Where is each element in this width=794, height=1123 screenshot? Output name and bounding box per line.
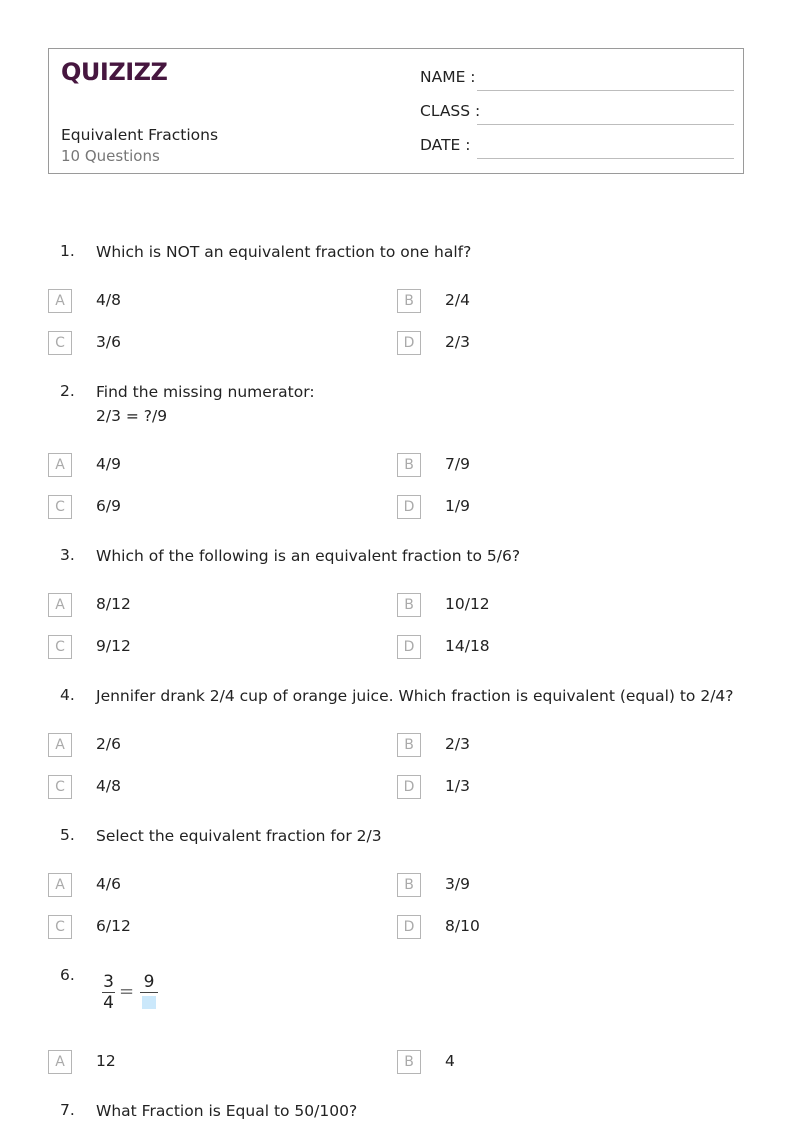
question-line: Which of the following is an equivalent fraction to 5/6?: [96, 547, 521, 565]
name-line[interactable]: [477, 90, 734, 91]
answer-option[interactable]: [397, 733, 697, 757]
option-text: 2/4: [445, 291, 470, 309]
date-field[interactable]: [420, 136, 734, 156]
question-text: [96, 240, 471, 264]
question-line: Find the missing numerator:: [96, 383, 315, 401]
option-letter: A: [48, 289, 72, 313]
option-text: 14/18: [445, 637, 490, 655]
option-text: 4/6: [96, 875, 121, 893]
option-text: 6/12: [96, 917, 131, 935]
question-text: [96, 544, 520, 568]
question-number: 2.: [60, 382, 75, 400]
answer-option[interactable]: [48, 453, 348, 477]
answer-option[interactable]: [48, 593, 348, 617]
option-letter: B: [397, 1050, 421, 1074]
fraction-bar: [140, 992, 158, 993]
option-letter: A: [48, 1050, 72, 1074]
class-field[interactable]: [420, 102, 734, 122]
fraction-denominator: 4: [103, 993, 114, 1013]
question-number: 5.: [60, 826, 75, 844]
question-text: [96, 1099, 357, 1123]
answer-option[interactable]: [397, 495, 697, 519]
answer-option[interactable]: [48, 495, 348, 519]
answer-option[interactable]: [48, 289, 348, 313]
worksheet-header: [48, 48, 744, 174]
question-text: [96, 684, 734, 708]
option-text: 12: [96, 1052, 116, 1070]
option-text: 2/3: [445, 333, 470, 351]
option-text: 3/6: [96, 333, 121, 351]
option-letter: A: [48, 453, 72, 477]
answer-option[interactable]: [397, 915, 697, 939]
option-text: 4/8: [96, 777, 121, 795]
option-text: 1/3: [445, 777, 470, 795]
equals-sign: =: [119, 981, 135, 1002]
question-text: [96, 380, 315, 428]
option-text: 3/9: [445, 875, 470, 893]
answer-option[interactable]: [48, 635, 348, 659]
option-text: 4: [445, 1052, 455, 1070]
answer-option[interactable]: [397, 635, 697, 659]
option-letter: C: [48, 495, 72, 519]
option-text: 6/9: [96, 497, 121, 515]
question-number: 4.: [60, 686, 75, 704]
answer-option[interactable]: [397, 593, 697, 617]
date-line[interactable]: [477, 158, 734, 159]
option-letter: A: [48, 593, 72, 617]
option-text: 2/6: [96, 735, 121, 753]
option-text: 8/12: [96, 595, 131, 613]
question-number: 1.: [60, 242, 75, 260]
option-letter: B: [397, 289, 421, 313]
option-text: 7/9: [445, 455, 470, 473]
option-text: 2/3: [445, 735, 470, 753]
option-letter: A: [48, 873, 72, 897]
answer-option[interactable]: [48, 733, 348, 757]
option-letter: B: [397, 733, 421, 757]
option-letter: C: [48, 331, 72, 355]
option-letter: D: [397, 915, 421, 939]
answer-option[interactable]: [48, 331, 348, 355]
worksheet-title: Equivalent Fractions: [61, 126, 219, 144]
question-line: What Fraction is Equal to 50/100?: [96, 1102, 358, 1120]
fraction-left: [102, 973, 115, 1012]
option-letter: C: [48, 635, 72, 659]
fraction-numerator: 9: [143, 972, 155, 992]
name-field[interactable]: [420, 68, 734, 88]
option-text: 9/12: [96, 637, 131, 655]
option-letter: D: [397, 495, 421, 519]
fraction-right: [140, 973, 158, 1009]
missing-value-blank[interactable]: [142, 996, 156, 1009]
answer-option[interactable]: [397, 289, 697, 313]
fraction-numerator: 3: [103, 972, 114, 992]
question-line: Jennifer drank 2/4 cup of orange juice. Which fraction is equivalent (equal) to 2/4?: [96, 687, 734, 705]
question-line: 2/3 = ?/9: [96, 407, 168, 425]
question-text: [96, 824, 382, 848]
option-letter: B: [397, 593, 421, 617]
class-label: CLASS :: [420, 102, 481, 120]
answer-option[interactable]: [397, 873, 697, 897]
option-text: 4/9: [96, 455, 121, 473]
answer-option[interactable]: [48, 873, 348, 897]
option-letter: C: [48, 775, 72, 799]
option-letter: D: [397, 331, 421, 355]
quizizz-logo: QUIZIZZ: [61, 58, 168, 86]
option-letter: D: [397, 635, 421, 659]
answer-option[interactable]: [397, 453, 697, 477]
option-text: 4/8: [96, 291, 121, 309]
option-text: 10/12: [445, 595, 490, 613]
option-letter: B: [397, 873, 421, 897]
answer-option[interactable]: [48, 915, 348, 939]
date-label: DATE :: [420, 136, 471, 154]
option-letter: D: [397, 775, 421, 799]
answer-option[interactable]: [397, 1050, 697, 1074]
question-number: 7.: [60, 1101, 75, 1119]
name-label: NAME :: [420, 68, 476, 86]
option-letter: B: [397, 453, 421, 477]
question-line: Which is NOT an equivalent fraction to one half?: [96, 243, 472, 261]
option-text: 1/9: [445, 497, 470, 515]
question-number: 3.: [60, 546, 75, 564]
question-count: 10 Questions: [61, 147, 160, 165]
question-line: Select the equivalent fraction for 2/3: [96, 827, 382, 845]
class-line[interactable]: [477, 124, 734, 125]
question-number: 6.: [60, 966, 75, 984]
option-text: 8/10: [445, 917, 480, 935]
answer-option[interactable]: [48, 1050, 348, 1074]
option-letter: C: [48, 915, 72, 939]
answer-option[interactable]: [397, 331, 697, 355]
answer-option[interactable]: [397, 775, 697, 799]
option-letter: A: [48, 733, 72, 757]
answer-option[interactable]: [48, 775, 348, 799]
